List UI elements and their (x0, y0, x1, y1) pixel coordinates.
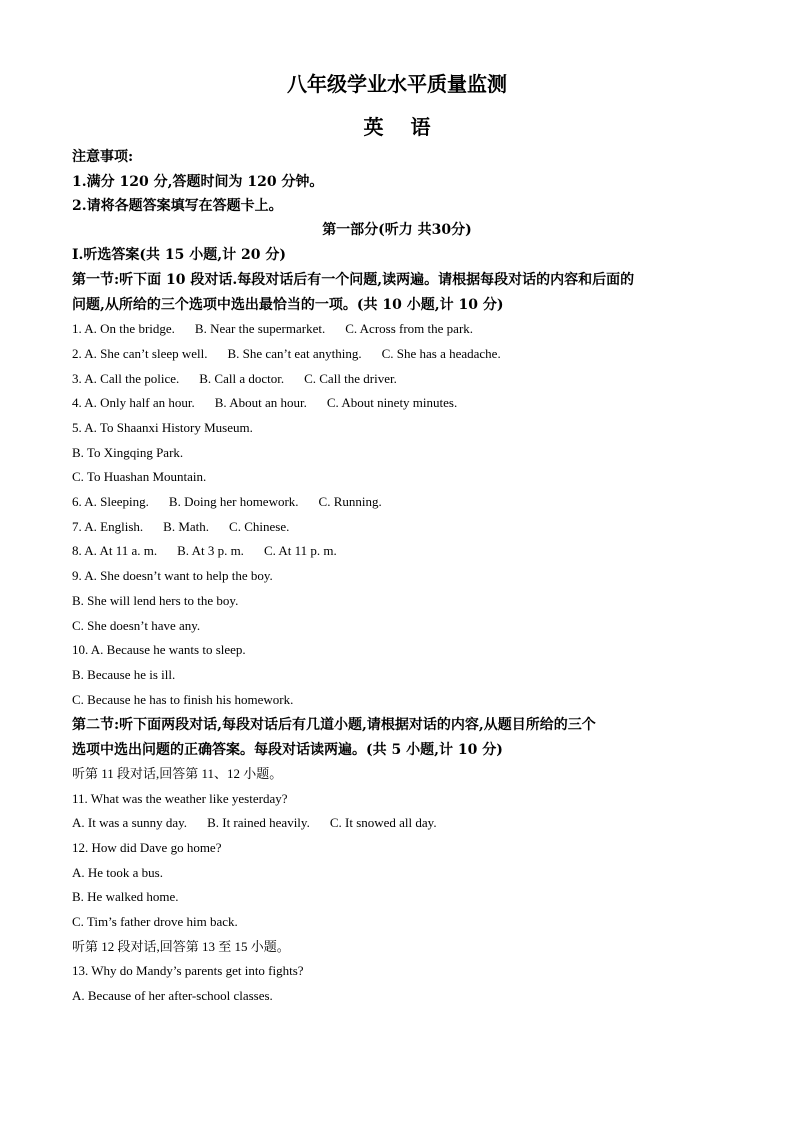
question-10-option-c: C. Because he has to finish his homework. (72, 692, 294, 707)
option-c: C. Call the driver. (304, 371, 397, 386)
option-b: B. Near the supermarket. (194, 321, 326, 336)
question-1 (72, 321, 473, 337)
question-13-option-a: A. Because of her after-school classes. (72, 988, 273, 1003)
question-3 (72, 371, 397, 387)
notes-heading: 注意事项: (72, 149, 134, 165)
option-a: 7. A. English. (72, 519, 144, 534)
dialog-11-instruction: 听第 11 段对话,回答第 11、12 小题。 (72, 766, 283, 781)
question-9-option-b: B. She will lend hers to the boy. (72, 593, 239, 608)
option-c: C. It snowed all day. (329, 815, 437, 830)
option-b: B. At 3 p. m. (177, 543, 244, 558)
option-c: C. Running. (318, 494, 382, 509)
option-a: 3. A. Call the police. (72, 371, 180, 386)
option-a: 2. A. She can’t sleep well. (72, 346, 208, 361)
section2-instructions-line1: 第二节:听下面两段对话,每段对话后有几道小题,请根据对话的内容,从题目所给的三个 (72, 717, 596, 733)
section1-instructions-line1: 第一节:听下面 10 段对话.每段对话后有一个问题,读两遍。请根据每段对话的内容和后面的 (72, 272, 635, 288)
question-2 (72, 346, 501, 362)
question-10-option-a: 10. A. Because he wants to sleep. (72, 642, 246, 657)
question-11-options (72, 815, 437, 831)
option-b: B. Doing her homework. (168, 494, 299, 509)
section1-instructions-line2: 问题,从所给的三个选项中选出最恰当的一项。(共 10 小题,计 10 分) (72, 297, 504, 313)
part1-heading: 第一部分(听力 共30分) (322, 222, 472, 238)
question-6 (72, 494, 382, 510)
dialog-12-instruction: 听第 12 段对话,回答第 13 至 15 小题。 (72, 939, 290, 954)
option-b: B. About an hour. (214, 395, 307, 410)
option-c: C. She has a headache. (381, 346, 501, 361)
question-12-option-a: A. He took a bus. (72, 865, 163, 880)
option-a: 4. A. Only half an hour. (72, 395, 195, 410)
question-8 (72, 543, 337, 559)
question-5-option-b: B. To Xingqing Park. (72, 445, 184, 460)
option-a: 8. A. At 11 a. m. (72, 543, 158, 558)
option-c: C. Chinese. (229, 519, 290, 534)
option-c: C. Across from the park. (345, 321, 474, 336)
question-11: 11. What was the weather like yesterday? (72, 791, 288, 806)
question-9-option-c: C. She doesn’t have any. (72, 618, 201, 633)
question-5-option-c: C. To Huashan Mountain. (72, 469, 207, 484)
question-10-option-b: B. Because he is ill. (72, 667, 176, 682)
option-a: 6. A. Sleeping. (72, 494, 149, 509)
question-4 (72, 395, 457, 411)
option-a: A. It was a sunny day. (72, 815, 188, 830)
note-item-2: 2.请将各题答案填写在答题卡上。 (72, 198, 283, 214)
option-c: C. About ninety minutes. (326, 395, 458, 410)
exam-title: 八年级学业水平质量监测 (287, 72, 507, 96)
section2-instructions-line2: 选项中选出问题的正确答案。每段对话读两遍。(共 5 小题,计 10 分) (72, 742, 503, 758)
question-5-option-a: 5. A. To Shaanxi History Museum. (72, 420, 253, 435)
section-I-heading: Ⅰ.听选答案(共 15 小题,计 20 分) (72, 247, 287, 263)
question-12: 12. How did Dave go home? (72, 840, 222, 855)
option-b: B. She can’t eat anything. (227, 346, 362, 361)
option-b: B. It rained heavily. (207, 815, 310, 830)
option-b: B. Call a doctor. (199, 371, 285, 386)
question-7 (72, 519, 289, 535)
option-b: B. Math. (163, 519, 210, 534)
question-9-option-a: 9. A. She doesn’t want to help the boy. (72, 568, 273, 583)
question-12-option-b: B. He walked home. (72, 889, 179, 904)
question-13: 13. Why do Mandy’s parents get into fights? (72, 963, 304, 978)
note-item-1: 1.满分 120 分,答题时间为 120 分钟。 (72, 174, 324, 190)
subject-title: 英 语 (363, 115, 441, 139)
option-c: C. At 11 p. m. (263, 543, 337, 558)
question-12-option-c: C. Tim’s father drove him back. (72, 914, 238, 929)
option-a: 1. A. On the bridge. (72, 321, 175, 336)
